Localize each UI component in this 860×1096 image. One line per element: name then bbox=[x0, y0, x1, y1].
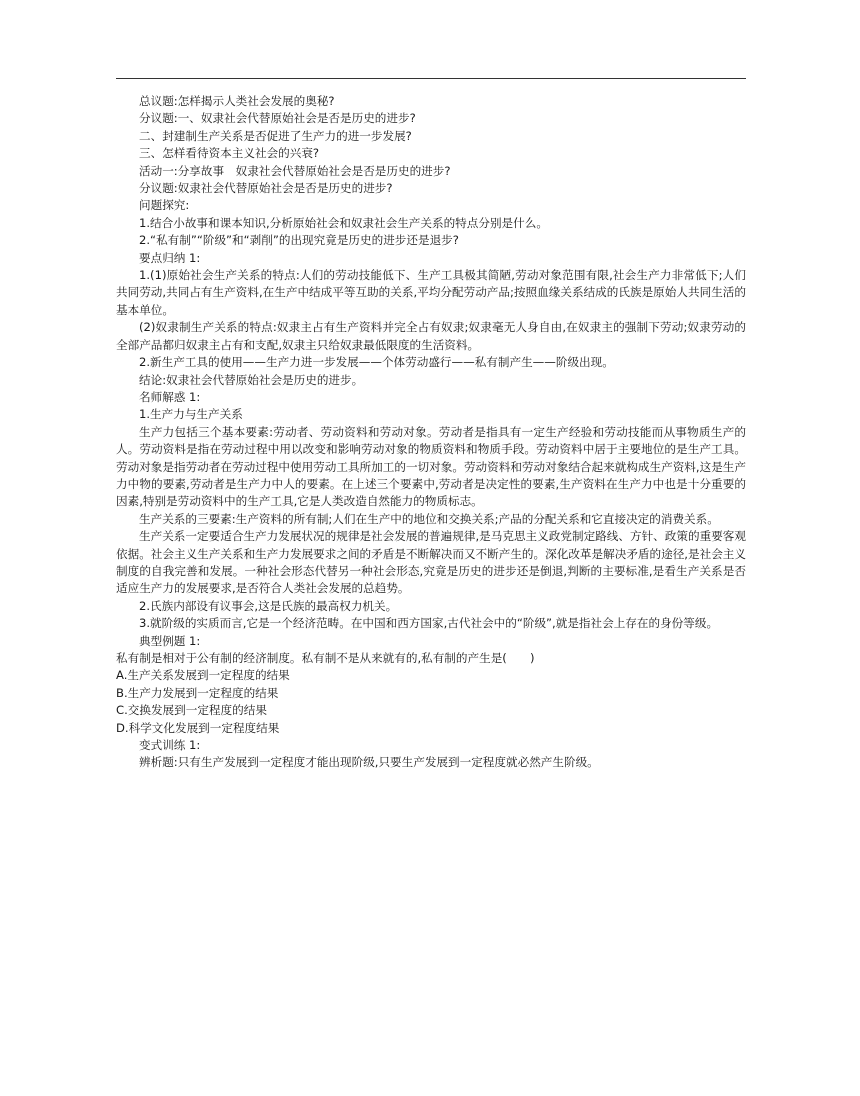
document-page bbox=[116, 78, 746, 772]
paragraph: 3.就阶级的实质而言,它是一个经济范畴。在中国和西方国家,古代社会中的“阶级”,就是指社会上存在的身份等级。 bbox=[139, 616, 719, 631]
paragraph: 分议题:奴隶社会代替原始社会是否是历史的进步? bbox=[139, 181, 393, 196]
paragraph: B.生产力发展到一定程度的结果 bbox=[116, 685, 279, 700]
paragraph: 典型例题 1: bbox=[139, 633, 201, 648]
document-body bbox=[116, 93, 746, 772]
paragraph: D.科学文化发展到一定程度结果 bbox=[116, 720, 280, 735]
paragraph: 1.生产力与生产关系 bbox=[139, 407, 243, 422]
paragraph: 问题探究: bbox=[139, 198, 190, 213]
paragraph: 2.氏族内部设有议事会,这是氏族的最高权力机关。 bbox=[139, 598, 398, 613]
paragraph: 1.(1)原始社会生产关系的特点:人们的劳动技能低下、生产工具极其简陋,劳动对象范围有限,社会生产力非常低下;人们共同劳动,共同占有生产资料,在生产中结成平等互助的关系,平均分配劳动产品;按照血缘关系结成的氏族是原始人共同生活的基本单位。 bbox=[116, 268, 746, 317]
paragraph: 私有制是相对于公有制的经济制度。私有制不是从来就有的,私有制的产生是( ) bbox=[116, 651, 535, 665]
paragraph: 结论:奴隶社会代替原始社会是历史的进步。 bbox=[139, 372, 364, 387]
paragraph: 变式训练 1: bbox=[139, 738, 201, 753]
paragraph: 要点归纳 1: bbox=[139, 250, 201, 265]
paragraph: 活动一:分享故事 奴隶社会代替原始社会是否是历史的进步? bbox=[139, 163, 451, 178]
paragraph: C.交换发展到一定程度的结果 bbox=[116, 703, 267, 718]
paragraph: 二、封建制生产关系是否促进了生产力的进一步发展? bbox=[139, 128, 412, 143]
header-rule bbox=[116, 78, 746, 79]
paragraph: 生产关系一定要适合生产力发展状况的规律是社会发展的普遍规律,是马克思主义政党制定路线、方针、政策的重要客观依据。社会主义生产关系和生产力发展要求之间的矛盾是不断解决而又不断产生的。深化改革是解决矛盾的途径,是社会主义制度的自我完善和发展。一种社会形态代替另一种社会形态,究竟是历史的进步还是倒退,判断的主要标准,是看生产关系是否适应生产力的发展要求,是否符合人类社会发展的总趋势。 bbox=[116, 529, 746, 596]
paragraph: A.生产关系发展到一定程度的结果 bbox=[116, 668, 290, 683]
paragraph: 辨析题:只有生产发展到一定程度才能出现阶级,只要生产发展到一定程度就必然产生阶级。 bbox=[139, 755, 599, 770]
paragraph: 2.新生产工具的使用——生产力进一步发展——个体劳动盛行——私有制产生——阶级出现。 bbox=[139, 355, 614, 370]
paragraph: 2.“私有制”“阶级”和“剥削”的出现究竟是历史的进步还是退步? bbox=[139, 233, 459, 248]
paragraph: 生产关系的三要素:生产资料的所有制;人们在生产中的地位和交换关系;产品的分配关系和它直接决定的消费关系。 bbox=[139, 511, 719, 526]
paragraph: 三、怎样看待资本主义社会的兴衰? bbox=[139, 146, 320, 161]
paragraph: 分议题:一、奴隶社会代替原始社会是否是历史的进步? bbox=[139, 111, 416, 126]
paragraph: 名师解惑 1: bbox=[139, 389, 201, 404]
paragraph: (2)奴隶制生产关系的特点:奴隶主占有生产资料并完全占有奴隶;奴隶毫无人身自由,在奴隶主的强制下劳动;奴隶劳动的全部产品都归奴隶主占有和支配,奴隶主只给奴隶最低限度的生活资料。 bbox=[116, 320, 746, 352]
paragraph: 生产力包括三个基本要素:劳动者、劳动资料和劳动对象。劳动者是指具有一定生产经验和劳动技能而从事物质生产的人。劳动资料是指在劳动过程中用以改变和影响劳动对象的物质资料和物质手段。劳动资料中居于主要地位的是生产工具。劳动对象是指劳动者在劳动过程中使用劳动工具所加工的一切对象。劳动资料和劳动对象结合起来就构成生产资料,这是生产力中物的要素,劳动者是生产力中人的要素。在上述三个要素中,劳动者是决定性的要素,生产资料在生产力中也是十分重要的因素,特别是劳动资料中的生产工具,它是人类改造自然能力的物质标志。 bbox=[116, 424, 746, 509]
paragraph: 总议题:怎样揭示人类社会发展的奥秘? bbox=[139, 94, 335, 108]
paragraph: 1.结合小故事和课本知识,分析原始社会和奴隶社会生产关系的特点分别是什么。 bbox=[139, 215, 548, 230]
